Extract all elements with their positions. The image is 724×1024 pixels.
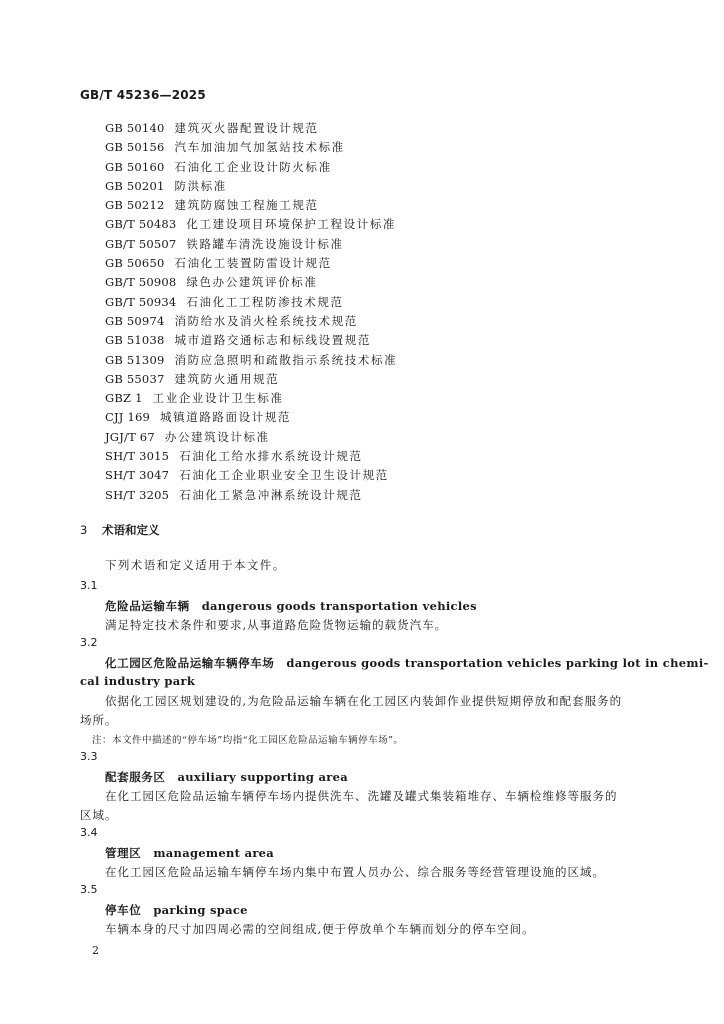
reference-code: GB 50974	[105, 313, 165, 328]
reference-code: GBZ 1	[105, 391, 143, 406]
term-english: auxiliary supporting area	[177, 770, 348, 784]
reference-item	[105, 215, 397, 234]
reference-title: 建筑防火通用规范	[174, 371, 280, 386]
term-definition: 在化工园区危险品运输车辆停车场内提供洗车、洗罐及罐式集装箱堆存、车辆检维修等服务的	[105, 789, 618, 803]
reference-title: 建筑防腐蚀工程施工规范	[174, 198, 319, 213]
section-number: 3	[80, 523, 88, 537]
term-heading-continued	[80, 674, 195, 688]
reference-code: GB 50212	[105, 198, 165, 213]
term-definition: 依据化工园区规划建设的,为危险品运输车辆在化工园区内装卸作业提供短期停放和配套服务的	[105, 694, 623, 708]
term-heading	[105, 598, 477, 614]
reference-title: 铁路罐车清洗设施设计标准	[186, 236, 344, 251]
reference-item	[105, 351, 397, 370]
reference-item	[105, 119, 397, 138]
reference-item	[105, 196, 397, 215]
reference-title: 建筑灭火器配置设计规范	[174, 121, 319, 135]
reference-code: JGJ/T 67	[105, 429, 155, 444]
term-number: 3.3	[80, 750, 98, 763]
reference-code: CJJ 169	[105, 410, 151, 425]
reference-code: GB 50140	[105, 121, 165, 135]
term-chinese: 危险品运输车辆	[105, 599, 190, 613]
reference-code: GB 50201	[105, 178, 165, 193]
reference-item	[105, 408, 397, 427]
reference-title: 石油化工装置防雷设计规范	[174, 256, 332, 271]
reference-item	[105, 370, 397, 389]
reference-code: GB 55037	[105, 371, 165, 386]
reference-title: 消防给水及消火栓系统技术规范	[174, 313, 358, 328]
reference-title: 石油化工紧急冲淋系统设计规范	[179, 487, 363, 502]
reference-code: GB/T 50908	[105, 275, 177, 290]
normative-references-list	[105, 119, 397, 505]
term-english: management area	[153, 846, 275, 860]
reference-title: 石油化工工程防渗技术规范	[186, 294, 344, 309]
reference-item	[105, 466, 397, 485]
reference-code: GB/T 50507	[105, 236, 177, 251]
term-number: 3.1	[80, 579, 98, 592]
reference-code: SH/T 3047	[105, 468, 170, 483]
term-chinese: 化工园区危险品运输车辆停车场	[105, 656, 275, 670]
reference-code: GB 50650	[105, 256, 165, 271]
term-english: dangerous goods transportation vehicles	[201, 599, 477, 613]
reference-title: 绿色办公建筑评价标准	[186, 275, 318, 290]
reference-title: 办公建筑设计标准	[164, 429, 270, 444]
reference-item	[105, 389, 397, 408]
reference-item	[105, 447, 397, 466]
term-definition-continued: 场所。	[80, 713, 118, 727]
reference-item	[105, 235, 397, 254]
reference-title: 城镇道路路面设计规范	[160, 410, 292, 425]
term-heading	[105, 655, 709, 671]
reference-title: 石油化工企业设计防火标准	[174, 159, 332, 174]
reference-code: SH/T 3205	[105, 487, 170, 502]
reference-item	[105, 312, 397, 331]
reference-title: 工业企业设计卫生标准	[152, 391, 284, 406]
reference-title: 石油化工给水排水系统设计规范	[179, 449, 363, 464]
reference-title: 城市道路交通标志和标线设置规范	[174, 333, 371, 348]
term-definition: 在化工园区危险品运输车辆停车场内集中布置人员办公、综合服务等经营管理设施的区域。	[105, 865, 605, 879]
term-number: 3.5	[80, 883, 98, 896]
term-number: 3.2	[80, 636, 98, 649]
term-english: dangerous goods transportation vehicles parking lot in chemi-	[286, 656, 709, 670]
page-number: 2	[92, 944, 99, 957]
term-number: 3.4	[80, 826, 98, 839]
term-chinese: 配套服务区	[105, 770, 166, 784]
reference-title: 化工建设项目环境保护工程设计标准	[186, 217, 397, 232]
reference-item	[105, 138, 397, 157]
reference-item	[105, 428, 397, 447]
reference-item	[105, 158, 397, 177]
reference-title: 石油化工企业职业安全卫生设计规范	[179, 468, 389, 483]
section-intro: 下列术语和定义适用于本文件。	[105, 558, 286, 572]
reference-item	[105, 254, 397, 273]
term-heading	[105, 845, 274, 861]
term-chinese: 停车位	[105, 903, 142, 917]
reference-code: GB 51309	[105, 352, 165, 367]
reference-code: GB 50160	[105, 159, 165, 174]
term-heading	[105, 769, 348, 785]
reference-item	[105, 177, 397, 196]
reference-code: SH/T 3015	[105, 449, 170, 464]
standard-number-header: GB/T 45236—2025	[80, 88, 206, 102]
reference-title: 汽车加油加气加氢站技术标准	[174, 140, 345, 155]
reference-title: 防洪标准	[174, 178, 227, 193]
term-definition: 满足特定技术条件和要求,从事道路危险货物运输的载货汽车。	[105, 618, 448, 632]
reference-item	[105, 486, 397, 505]
reference-code: GB/T 50483	[105, 217, 177, 232]
section-heading	[80, 522, 160, 538]
term-chinese: 管理区	[105, 846, 142, 860]
term-heading	[105, 902, 248, 918]
reference-item	[105, 273, 397, 292]
term-definition: 车辆本身的尺寸加四周必需的空间组成,便于停放单个车辆而划分的停车空间。	[105, 922, 535, 936]
reference-code: GB 50156	[105, 140, 165, 155]
term-definition-continued: 区域。	[80, 808, 118, 822]
note-text: 注：本文件中描述的“停车场”均指“化工园区危险品运输车辆停车场”。	[92, 735, 404, 746]
reference-code: GB 51038	[105, 333, 165, 348]
reference-item	[105, 293, 397, 312]
term-english-continued: cal industry park	[80, 674, 196, 688]
reference-code: GB/T 50934	[105, 294, 177, 309]
reference-title: 消防应急照明和疏散指示系统技术标准	[174, 352, 398, 367]
reference-item	[105, 331, 397, 350]
section-title: 术语和定义	[102, 523, 160, 537]
term-english: parking space	[153, 903, 248, 917]
